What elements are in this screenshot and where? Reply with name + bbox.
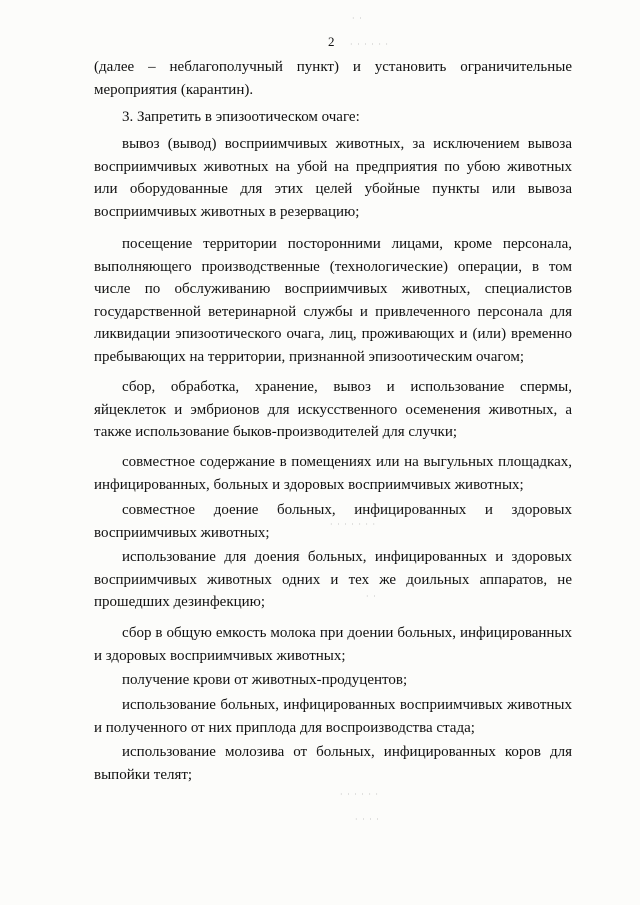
- scan-artifact: · · · · · · ·: [330, 520, 377, 529]
- paragraph-blood-ban: получение крови от животных-продуцентов;: [122, 672, 408, 688]
- paragraph-keeping-ban: совместное содержание в помещениях или на выгульных площадках, инфицированных, больных и здоровых восприимчивых животных;: [94, 454, 572, 493]
- paragraph-milk-collection-ban: сбор в общую емкость молока при доении больных, инфицированных и здоровых восприимчивых животных;: [94, 625, 572, 664]
- paragraph-breeding-ban: использование больных, инфицированных восприимчивых животных и полученного от них приплода для воспроизводства стада;: [94, 697, 572, 736]
- paragraph-intro: (далее – неблагополучный пункт) и установить ограничительные мероприятия (карантин).: [94, 59, 572, 98]
- scan-artifact: · · · ·: [355, 815, 380, 824]
- scan-artifact: · ·: [352, 14, 363, 23]
- paragraph-visits-ban: посещение территории посторонними лицами, кроме персонала, выполняющего производственные (технологические) операции, в том числе по обслуживанию восприимчивых животных, специалистов государственной ветеринарной службы и привлеченного персонала для ликвидации эпизоотического очага, лиц, проживающих и (или) временно пребывающих на территории, признанной эпизоотическим очагом;: [94, 236, 572, 365]
- paragraph-sperm-ban: сбор, обработка, хранение, вывоз и использование спермы, яйцеклеток и эмбрионов для искусственного осеменения животных, а также использование быков-производителей для случки;: [94, 379, 572, 440]
- paragraph-colostrum-ban: использование молозива от больных, инфицированных коров для выпойки телят;: [94, 744, 572, 783]
- scan-artifact: · · · · · ·: [350, 40, 389, 49]
- paragraph-item-3: 3. Запретить в эпизоотическом очаге:: [122, 109, 360, 125]
- paragraph-milking-ban: совместное доение больных, инфицированных и здоровых восприимчивых животных;: [94, 502, 572, 541]
- page-number: 2: [328, 34, 335, 49]
- paragraph-apparatus-ban: использование для доения больных, инфицированных и здоровых восприимчивых животных одних и тех же доильных аппаратов, не прошедших дезинфекцию;: [94, 549, 572, 610]
- scan-artifact: · ·: [366, 592, 377, 601]
- paragraph-export-ban: вывоз (вывод) восприимчивых животных, за исключением вывоза восприимчивых животных на убой на предприятия по убою животных или оборудованные для этих целей убойные пункты или вывоза восприимчивых животных в резервацию;: [94, 136, 572, 220]
- scan-artifact: · · · · · ·: [340, 790, 379, 799]
